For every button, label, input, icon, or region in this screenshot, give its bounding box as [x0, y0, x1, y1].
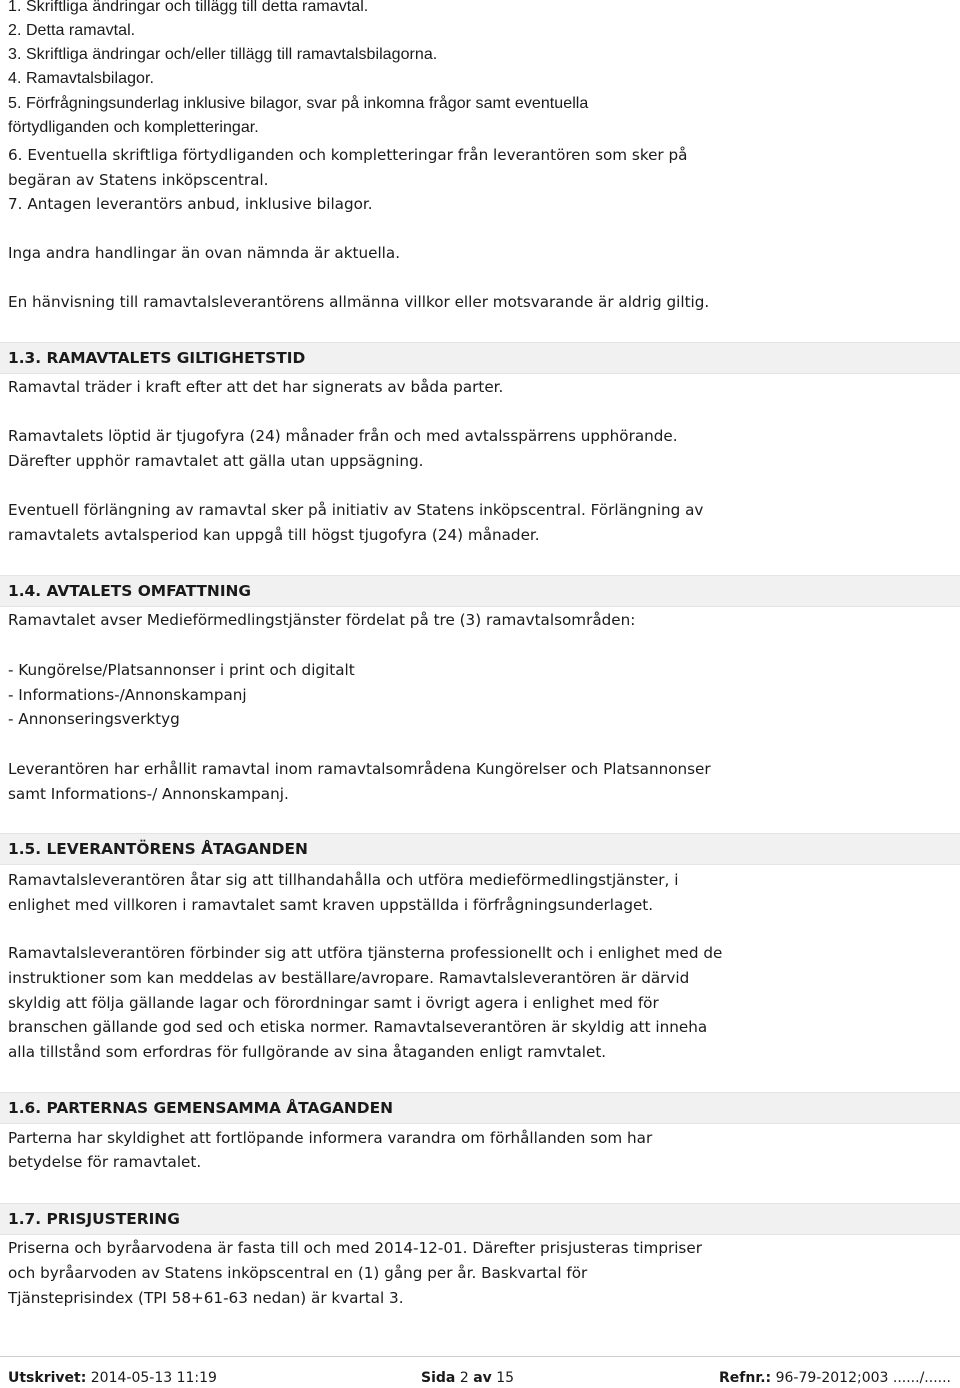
list-item: - Annonseringsverktyg	[8, 710, 180, 728]
list-item: 7. Antagen leverantörs anbud, inklusive bilagor.	[8, 195, 373, 213]
paragraph-line: instruktioner som kan meddelas av beställare/avropare. Ramavtalsleverantören är därvid	[8, 969, 690, 987]
list-item-continuation: begäran av Statens inköpscentral.	[8, 171, 269, 189]
paragraph-line: Därefter upphör ramavtalet att gälla utan uppsägning.	[8, 452, 424, 470]
section-heading-text: 1.5. LEVERANTÖRENS ÅTAGANDEN	[8, 840, 308, 858]
paragraph-line: och byråarvoden av Statens inköpscentral en (1) gång per år. Baskvartal för	[8, 1264, 588, 1282]
reference-number	[719, 1368, 951, 1388]
paragraph-line: Ramavtalsleverantören förbinder sig att utföra tjänsterna professionellt och i enlighet med de	[8, 944, 723, 962]
paragraph: Inga andra handlingar än ovan nämnda är aktuella.	[8, 244, 401, 262]
section-heading	[0, 833, 960, 865]
paragraph-line: Priserna och byråarvodena är fasta till och med 2014-12-01. Därefter prisjusteras timpriser	[8, 1239, 702, 1257]
reference-label: Refnr.:	[719, 1370, 772, 1386]
paragraph-line: enlighet med villkoren i ramavtalet samt kraven uppställda i förfrågningsunderlaget.	[8, 896, 654, 914]
section-heading-text: 1.3. RAMAVTALETS GILTIGHETSTID	[8, 349, 306, 367]
page-label: Sida	[421, 1370, 456, 1386]
paragraph-line: Ramavtalsleverantören åtar sig att tillhandahålla och utföra medieförmedlingstjänster, i	[8, 871, 679, 889]
paragraph-line: Ramavtalet avser Medieförmedlingstjänster fördelat på tre (3) ramavtalsområden:	[8, 611, 636, 629]
section-heading-text: 1.7. PRISJUSTERING	[8, 1210, 180, 1228]
paragraph-line: Eventuell förlängning av ramavtal sker på initiativ av Statens inköpscentral. Förlängning av	[8, 501, 704, 519]
paragraph-line: branschen gällande god sed och etiska normer. Ramavtalseverantören är skyldig att inneha	[8, 1018, 708, 1036]
paragraph-line: samt Informations-/ Annonskampanj.	[8, 785, 289, 803]
page-current: 2	[459, 1370, 469, 1386]
page-total: 15	[496, 1370, 515, 1386]
paragraph-line: Leverantören har erhållit ramavtal inom ramavtalsområdena Kungörelser och Platsannonser	[8, 760, 711, 778]
list-item: 2. Detta ramavtal.	[8, 22, 136, 39]
paragraph-line: Parterna har skyldighet att fortlöpande informera varandra om förhållanden som har	[8, 1129, 653, 1147]
paragraph-line: Ramavtal träder i kraft efter att det har signerats av båda parter.	[8, 378, 504, 396]
section-heading-text: 1.6. PARTERNAS GEMENSAMMA ÅTAGANDEN	[8, 1099, 393, 1117]
paragraph-line: Ramavtalets löptid är tjugofyra (24) månader från och med avtalsspärrens upphörande.	[8, 427, 678, 445]
list-item: 1. Skriftliga ändringar och tillägg till detta ramavtal.	[8, 0, 369, 15]
print-date-label: Utskrivet:	[8, 1370, 87, 1386]
paragraph-line: alla tillstånd som erfordras för fullgörande av sina åtaganden enligt ramvtalet.	[8, 1043, 607, 1061]
list-item: 3. Skriftliga ändringar och/eller tillägg till ramavtalsbilagorna.	[8, 46, 438, 63]
paragraph-line: skyldig att följa gällande lagar och förordningar samt i övrigt agera i enlighet med för	[8, 994, 659, 1012]
page-number	[421, 1368, 514, 1388]
list-item: - Kungörelse/Platsannonser i print och digitalt	[8, 661, 355, 679]
section-heading-text: 1.4. AVTALETS OMFATTNING	[8, 582, 252, 600]
list-item: 5. Förfrågningsunderlag inklusive bilagor, svar på inkomna frågor samt eventuella	[8, 95, 589, 112]
list-item: 6. Eventuella skriftliga förtydliganden och kompletteringar från leverantören som sker på	[8, 146, 688, 164]
reference-value: 96-79-2012;003 ....../......	[771, 1370, 951, 1386]
paragraph-line: Tjänsteprisindex (TPI 58+61-63 nedan) är kvartal 3.	[8, 1289, 404, 1307]
section-heading	[0, 1203, 960, 1235]
page-footer	[0, 1356, 960, 1388]
section-heading	[0, 1092, 960, 1124]
paragraph: En hänvisning till ramavtalsleverantörens allmänna villkor eller motsvarande är aldrig giltig.	[8, 293, 710, 311]
section-heading	[0, 575, 960, 607]
print-date-value: 2014-05-13 11:19	[86, 1370, 217, 1386]
print-date	[8, 1368, 217, 1388]
list-item: 4. Ramavtalsbilagor.	[8, 70, 154, 87]
page-of-label: av	[473, 1370, 492, 1386]
section-heading	[0, 342, 960, 374]
list-item: - Informations-/Annonskampanj	[8, 686, 247, 704]
paragraph-line: betydelse för ramavtalet.	[8, 1153, 202, 1171]
paragraph-line: ramavtalets avtalsperiod kan uppgå till högst tjugofyra (24) månader.	[8, 526, 540, 544]
list-item-continuation: förtydliganden och kompletteringar.	[8, 119, 259, 136]
